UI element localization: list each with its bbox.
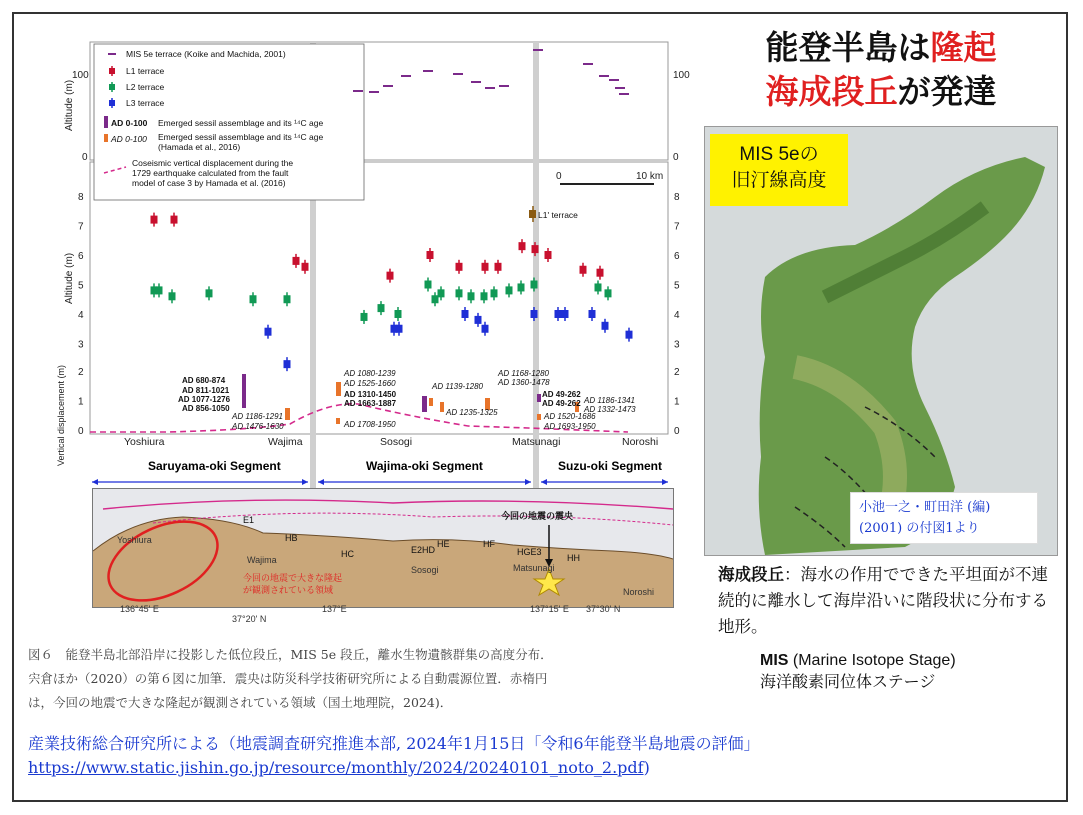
uplift-label-2: が観測されている領域 xyxy=(243,585,334,595)
scale-10km: 10 km xyxy=(636,171,664,182)
site-hh: HH xyxy=(567,553,580,563)
site-he: HE xyxy=(437,539,450,549)
legend-l2: L2 terrace xyxy=(126,82,165,92)
mid-tick-right: 7 xyxy=(674,221,680,233)
l2-point xyxy=(361,313,368,321)
l1-point xyxy=(532,245,539,253)
l3-point xyxy=(562,310,569,318)
age-m-5: AD 1235-1325 xyxy=(446,408,498,417)
l1-point xyxy=(387,272,394,280)
vert-disp-label: Vertical displacement (m) xyxy=(56,364,66,466)
town-matsunagi: Matsunagi xyxy=(513,563,555,573)
l2-point xyxy=(395,310,402,318)
tick-0-left: 0 xyxy=(82,152,88,163)
coord-0: 136°45' E xyxy=(120,604,159,614)
mid-tick-right: 6 xyxy=(674,251,680,262)
top-altitude-label: Altitude (m) xyxy=(64,79,75,131)
coast-map xyxy=(92,488,674,608)
l2-point xyxy=(518,283,525,291)
age-l-1: AD 811-1021 xyxy=(182,386,230,395)
mid-tick-left: 6 xyxy=(78,251,84,262)
tick-100-right: 100 xyxy=(673,70,690,81)
place-wajima: Wajima xyxy=(268,436,303,448)
source-link[interactable]: https://www.static.jishin.go.jp/resource/monthly/2024/20240101_noto_2.pdf xyxy=(28,758,644,777)
age-m-2: AD 1310-1450 xyxy=(344,390,397,399)
l2-point xyxy=(378,304,385,312)
mid-tick-left: 7 xyxy=(78,221,84,233)
low-tick-left: 0 xyxy=(78,426,84,437)
l1-point xyxy=(171,216,178,224)
mid-tick-left: 8 xyxy=(78,192,84,203)
age-r-4: AD 1186-1341 xyxy=(584,396,635,405)
map-credit: 小池一之・町田洋 (編) (2001) の付図1より xyxy=(850,492,1038,544)
segment-saruyama: Saruyama-oki Segment xyxy=(148,459,281,473)
l2-point xyxy=(425,281,432,289)
l3-point xyxy=(602,322,609,330)
tick-0-right: 0 xyxy=(673,152,679,163)
site-e1: E1 xyxy=(243,515,255,525)
age-r-2: AD 49-262 xyxy=(542,390,581,399)
site-e2hd: E2HD xyxy=(411,545,436,555)
l2-point xyxy=(250,295,257,303)
age-l-0: AD 680-874 xyxy=(182,376,226,385)
definition: 海成段丘：海水の作用でできた平坦面が不連続的に離水して海岸沿いに階段状に分布する地形。 xyxy=(718,565,1048,636)
site-hge3: HGE3 xyxy=(517,547,542,557)
legend-ad-italic: AD 0-100 xyxy=(111,134,147,144)
mid-tick-left: 5 xyxy=(78,280,84,292)
low-tick-right: 1 xyxy=(674,396,680,408)
coord-2: 137°E xyxy=(322,604,347,614)
legend-sessil2a: Emerged sessil assemblage and its ¹⁴C age xyxy=(158,132,324,142)
age-r-5: AD 1332-1473 xyxy=(584,405,636,414)
age-r-7: AD 1693-1950 xyxy=(544,422,596,431)
site-hf: HF xyxy=(483,539,495,549)
site-hb: HB xyxy=(285,533,298,543)
l3-point xyxy=(589,310,596,318)
place-sosogi: Sosogi xyxy=(380,436,413,448)
epicenter-label: 今回の地震の震央 xyxy=(501,511,574,521)
l3-point xyxy=(482,325,489,333)
l2-point xyxy=(491,289,498,297)
terrace-chart xyxy=(28,36,702,490)
l1-point xyxy=(580,266,587,274)
figure-caption: 図６ 能登半島北部沿岸に投影した低位段丘，MIS 5e 段丘，離水生物遺骸群集の高度分布． 宍倉ほか（2020）の第６図に加筆．震央は防災科学技術研究所による自動震源位置．赤楕円 は，今回の地震で大きな隆起が観測されている領域（国土地理院，2024)． xyxy=(28,647,553,710)
mid-tick-right: 5 xyxy=(674,280,680,292)
l1-point xyxy=(427,251,434,259)
l2-point xyxy=(169,292,176,300)
town-sosogi: Sosogi xyxy=(411,565,439,575)
l2-point xyxy=(531,281,538,289)
town-yoshiura: Yoshiura xyxy=(117,535,152,545)
low-tick-right: 2 xyxy=(674,367,680,378)
l1-point xyxy=(545,251,552,259)
l2-point xyxy=(605,289,612,297)
low-tick-right: 0 xyxy=(674,426,680,437)
l1-point xyxy=(456,263,463,271)
l1-point xyxy=(597,269,604,277)
segment-suzu: Suzu-oki Segment xyxy=(558,459,663,473)
l1-point xyxy=(151,216,158,224)
legend-cos1: Coseismic vertical displacement during the xyxy=(132,158,294,168)
age-l-3: AD 856-1050 xyxy=(182,404,230,413)
place-matsunagi: Matsunagi xyxy=(512,436,561,448)
age-l-2: AD 1077-1276 xyxy=(178,395,231,404)
legend-l1: L1 terrace xyxy=(126,66,165,76)
legend-cos2: 1729 earthquake calculated from the fault xyxy=(132,168,289,178)
slide-title: 能登半島は隆起 海成段丘が発達 xyxy=(765,28,997,111)
l3-point xyxy=(462,310,469,318)
tick-100-left: 100 xyxy=(72,70,89,81)
mis5e-label: MIS 5eの 旧汀線高度 xyxy=(710,134,848,206)
age-r-1: AD 1360-1478 xyxy=(498,378,550,387)
l2-point xyxy=(438,289,445,297)
l2-point xyxy=(506,286,513,294)
legend-sessil2b: (Hamada et al., 2016) xyxy=(158,142,241,152)
age-m-1: AD 1525-1660 xyxy=(344,379,396,388)
l2-point xyxy=(156,286,163,294)
coord-3: 137°15' E xyxy=(530,604,569,614)
legend-ad-bold: AD 0-100 xyxy=(111,118,148,128)
age-l-5: AD 1476-1630 xyxy=(232,422,284,431)
legend-sessil1: Emerged sessil assemblage and its ¹⁴C age xyxy=(158,118,324,128)
l2-point xyxy=(284,295,291,303)
l1-point xyxy=(495,263,502,271)
l3-point xyxy=(555,310,562,318)
l3-point xyxy=(265,328,272,336)
l2-point xyxy=(468,292,475,300)
mid-tick-right: 8 xyxy=(674,192,680,203)
legend-mis5e: MIS 5e terrace (Koike and Machida, 2001) xyxy=(126,49,286,59)
l1-point xyxy=(302,263,309,271)
l2-point xyxy=(595,283,602,291)
l3-point xyxy=(531,310,538,318)
l1prime-label: L1' terrace xyxy=(538,210,578,220)
l2-point xyxy=(456,289,463,297)
low-tick-left: 1 xyxy=(78,396,84,408)
mid-tick-left: 3 xyxy=(78,339,84,351)
age-l-4: AD 1186-1291 xyxy=(232,412,283,421)
place-noroshi: Noroshi xyxy=(622,436,659,448)
age-m-0: AD 1080-1239 xyxy=(344,369,396,378)
legend-cos3: model of case 3 by Hamada et al. (2016) xyxy=(132,178,286,188)
l1-point xyxy=(519,242,526,250)
l2-point xyxy=(481,292,488,300)
town-noroshi: Noroshi xyxy=(623,587,655,597)
town-wajima: Wajima xyxy=(247,555,277,565)
age-m-6: AD 1708-1950 xyxy=(344,420,396,429)
l3-point xyxy=(475,316,482,324)
l1-point xyxy=(293,257,300,265)
uplift-label-1: 今回の地震で大きな隆起 xyxy=(243,573,343,583)
l2-point xyxy=(206,289,213,297)
l3-point xyxy=(396,325,403,333)
age-r-3: AD 49-262 xyxy=(542,399,581,408)
age-r-6: AD 1520-1686 xyxy=(544,412,596,421)
mid-tick-right: 3 xyxy=(674,339,680,351)
coord-4: 37°30' N xyxy=(586,604,621,614)
mis-abbreviation: MIS (Marine Isotope Stage) 海洋酸素同位体ステージ xyxy=(760,652,956,691)
place-yoshiura: Yoshiura xyxy=(124,436,165,448)
legend-l3: L3 terrace xyxy=(126,98,165,108)
source-citation: 産業技術総合研究所による（地震調査研究推進本部, 2024年1月15日「令和6年能登半島地震の評価」 https://www.static.jishin.go.jp/resource/monthly/2024/20240101_noto_2.pdf) xyxy=(28,734,760,777)
low-tick-left: 2 xyxy=(78,367,84,378)
age-m-3: AD 1663-1887 xyxy=(344,399,397,408)
l3-point xyxy=(626,331,633,339)
segment-wajima: Wajima-oki Segment xyxy=(366,459,483,473)
l1-point xyxy=(482,263,489,271)
mid-altitude-label: Altitude (m) xyxy=(64,252,75,304)
mid-tick-left: 4 xyxy=(78,310,84,321)
coord-1: 37°20' N xyxy=(232,614,267,624)
age-r-0: AD 1168-1280 xyxy=(498,369,549,378)
age-m-4: AD 1139-1280 xyxy=(432,382,483,391)
l2-point xyxy=(432,295,439,303)
l3-point xyxy=(284,360,291,368)
scale-0: 0 xyxy=(556,171,562,182)
mid-tick-right: 4 xyxy=(674,310,680,321)
site-hc: HC xyxy=(341,549,354,559)
